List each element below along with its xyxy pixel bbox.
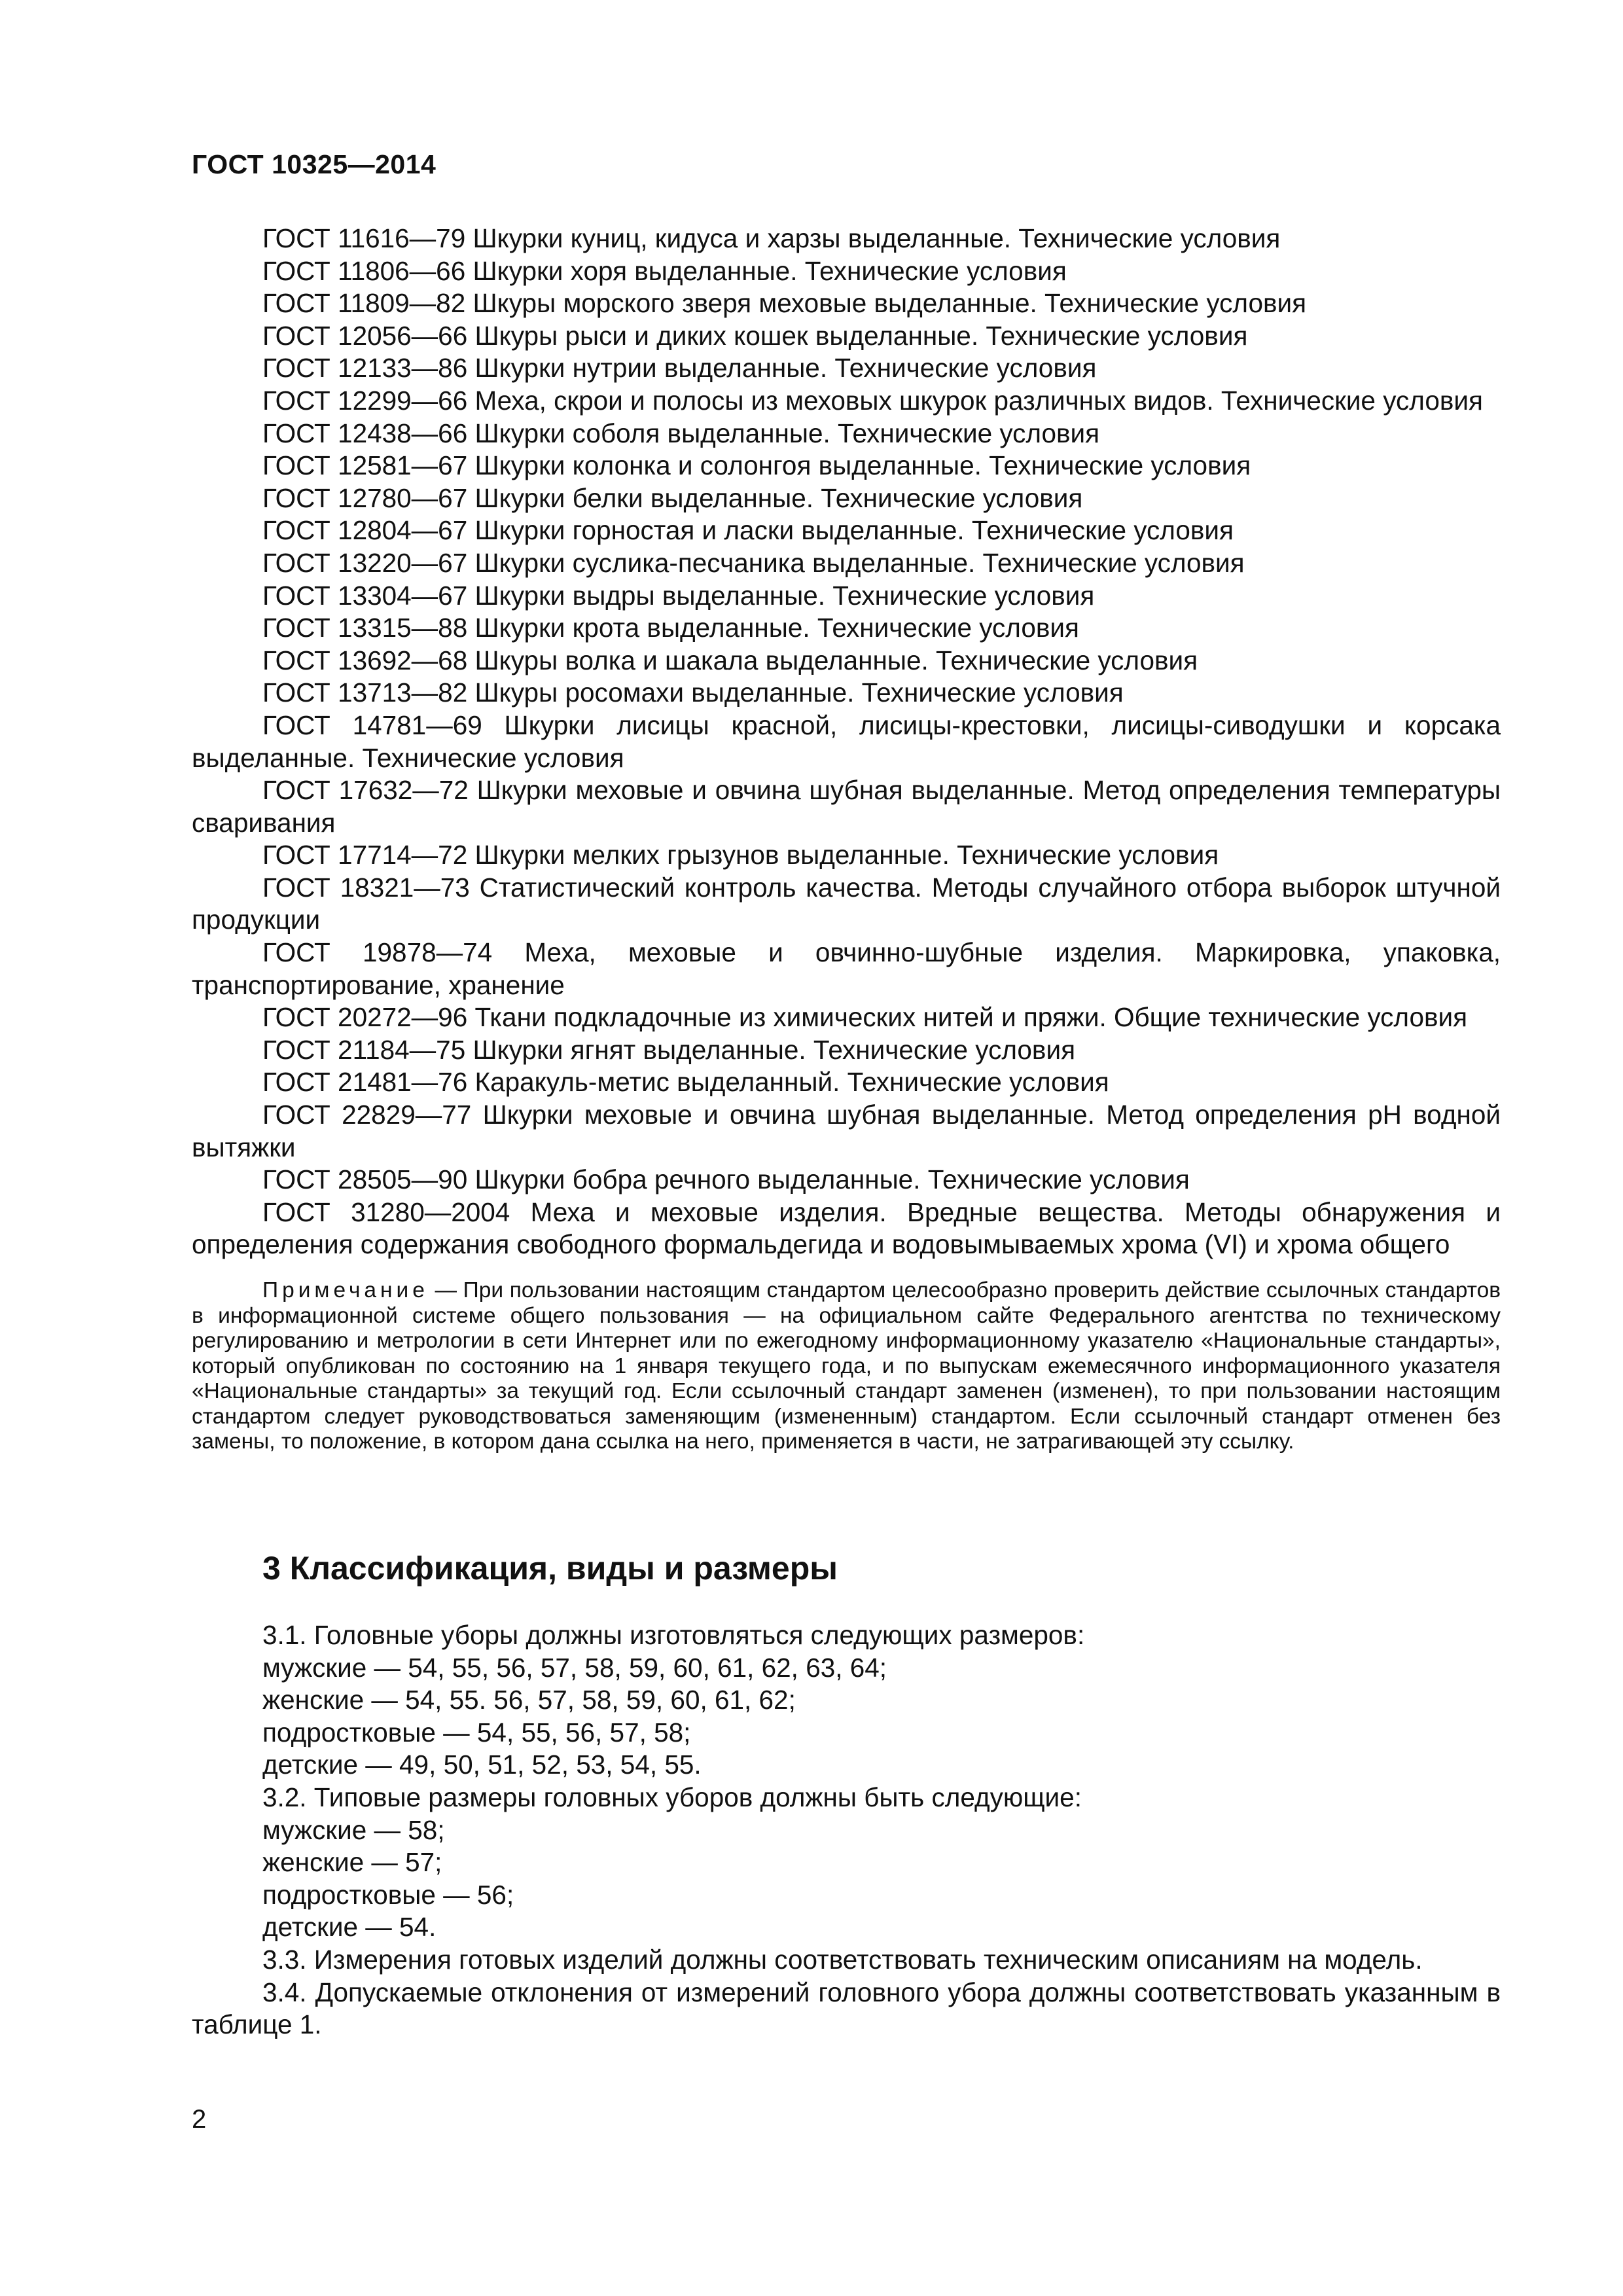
section-paragraph: 3.2. Типовые размеры головных уборов должны быть следующие: [262,1782,1082,1812]
section-paragraph: детские — 49, 50, 51, 52, 53, 54, 55. [262,1749,702,1780]
section-paragraph: женские — 54, 55. 56, 57, 58, 59, 60, 61, 62; [262,1685,796,1715]
reference-item: ГОСТ 12581—67 Шкурки колонка и солонгоя выделанные. Технические условия [262,450,1251,481]
section-paragraph: подростковые — 56; [262,1879,514,1910]
reference-item: ГОСТ 28505—90 Шкурки бобра речного выделанные. Технические условия [262,1164,1190,1195]
section-paragraph: 3.4. Допускаемые отклонения от измерений головного убора должны соответствовать указанным в таблице 1. [192,1977,1501,2040]
reference-item: ГОСТ 11809—82 Шкуры морского зверя меховые выделанные. Технические условия [262,288,1307,319]
section-paragraph: мужские — 54, 55, 56, 57, 58, 59, 60, 61, 62, 63, 64; [262,1652,887,1683]
note-label: Примечание [262,1278,429,1302]
section-title: 3 Классификация, виды и размеры [262,1550,838,1587]
section-paragraph: мужские — 58; [262,1814,445,1845]
section-body [192,1619,1501,2041]
note-block [192,1278,1501,1455]
page-number: 2 [192,2105,207,2134]
reference-item: ГОСТ 22829—77 Шкурки меховые и овчина шубная выделанные. Метод определения pH водной вытяжки [192,1100,1501,1162]
note-paragraph [192,1278,1501,1455]
normative-references [192,223,1501,1261]
reference-item: ГОСТ 18321—73 Статистический контроль качества. Методы случайного отбора выборок штучной продукции [192,872,1501,935]
reference-item: ГОСТ 12780—67 Шкурки белки выделанные. Технические условия [262,482,1083,513]
reference-item: ГОСТ 17632—72 Шкурки меховые и овчина шубная выделанные. Метод определения температуры сваривания [192,775,1501,838]
reference-item: ГОСТ 12804—67 Шкурки горностая и ласки выделанные. Технические условия [262,515,1234,546]
reference-item: ГОСТ 13713—82 Шкуры росомахи выделанные. Технические условия [262,677,1124,708]
reference-item: ГОСТ 12438—66 Шкурки соболя выделанные. Технические условия [262,418,1100,448]
document-header: ГОСТ 10325—2014 [192,149,437,179]
reference-item: ГОСТ 11616—79 Шкурки куниц, кидуса и харзы выделанные. Технические условия [262,223,1281,253]
reference-item: ГОСТ 12056—66 Шкуры рыси и диких кошек выделанные. Технические условия [262,320,1248,351]
reference-item: ГОСТ 31280—2004 Меха и меховые изделия. Вредные вещества. Методы обнаружения и определения содержания свободного формальдегида и водовымываемых хрома (VI) и хрома общего [192,1196,1501,1260]
reference-item: ГОСТ 13220—67 Шкурки суслика-песчаника выделанные. Технические условия [262,547,1245,578]
section-paragraph: 3.3. Измерения готовых изделий должны соответствовать техническим описаниям на модель. [262,1944,1423,1975]
reference-item: ГОСТ 17714—72 Шкурки мелких грызунов выделанные. Технические условия [262,840,1219,870]
reference-item: ГОСТ 20272—96 Ткани подкладочные из химических нитей и пряжи. Общие технические условия [262,1002,1468,1033]
reference-item: ГОСТ 13315—88 Шкурки крота выделанные. Технические условия [262,613,1079,643]
section-paragraph: женские — 57; [262,1847,442,1878]
reference-item: ГОСТ 21184—75 Шкурки ягнят выделанные. Технические условия [262,1034,1075,1065]
reference-item: ГОСТ 14781—69 Шкурки лисицы красной, лисицы-крестовки, лисицы-сиводушки и корсака выделанные. Технические условия [192,709,1501,773]
reference-item: ГОСТ 19878—74 Меха, меховые и овчинно-шубные изделия. Маркировка, упаковка, транспортирование, хранение [192,937,1501,1000]
section-paragraph: подростковые — 54, 55, 56, 57, 58; [262,1717,691,1748]
reference-item: ГОСТ 21481—76 Каракуль-метис выделанный. Технические условия [262,1067,1109,1098]
reference-item: ГОСТ 13692—68 Шкуры волка и шакала выделанные. Технические условия [262,645,1198,675]
reference-item: ГОСТ 12299—66 Меха, скрои и полосы из меховых шкурок различных видов. Технические условия [262,385,1483,416]
section-paragraph: 3.1. Головные уборы должны изготовляться следующих размеров: [262,1620,1085,1650]
reference-item: ГОСТ 11806—66 Шкурки хоря выделанные. Технические условия [262,255,1067,286]
note-text: — При пользовании настоящим стандартом целесообразно проверить действие ссылочных стандартов в информационной системе общего пользования — на официальном сайте Федерального агентства по техническому регулированию и метрологии в сети Интернет или по ежегодному информационному указателю «Национальные стандарты», который опубликован по состоянию на 1 января текущего года, и по выпускам ежемесячного информационного указателя «Национальные стандарты» за текущий год. Если ссылочный стандарт заменен (изменен), то при пользовании настоящим стандартом следует руководствоваться заменяющим (измененным) стандартом. Если ссылочный стандарт отменен без замены, то положение, в котором дана ссылка на него, применяется в части, не затрагивающей эту ссылку. [192,1278,1501,1454]
reference-item: ГОСТ 12133—86 Шкурки нутрии выделанные. Технические условия [262,353,1097,384]
reference-item: ГОСТ 13304—67 Шкурки выдры выделанные. Технические условия [262,580,1095,611]
section-paragraph: детские — 54. [262,1912,437,1943]
